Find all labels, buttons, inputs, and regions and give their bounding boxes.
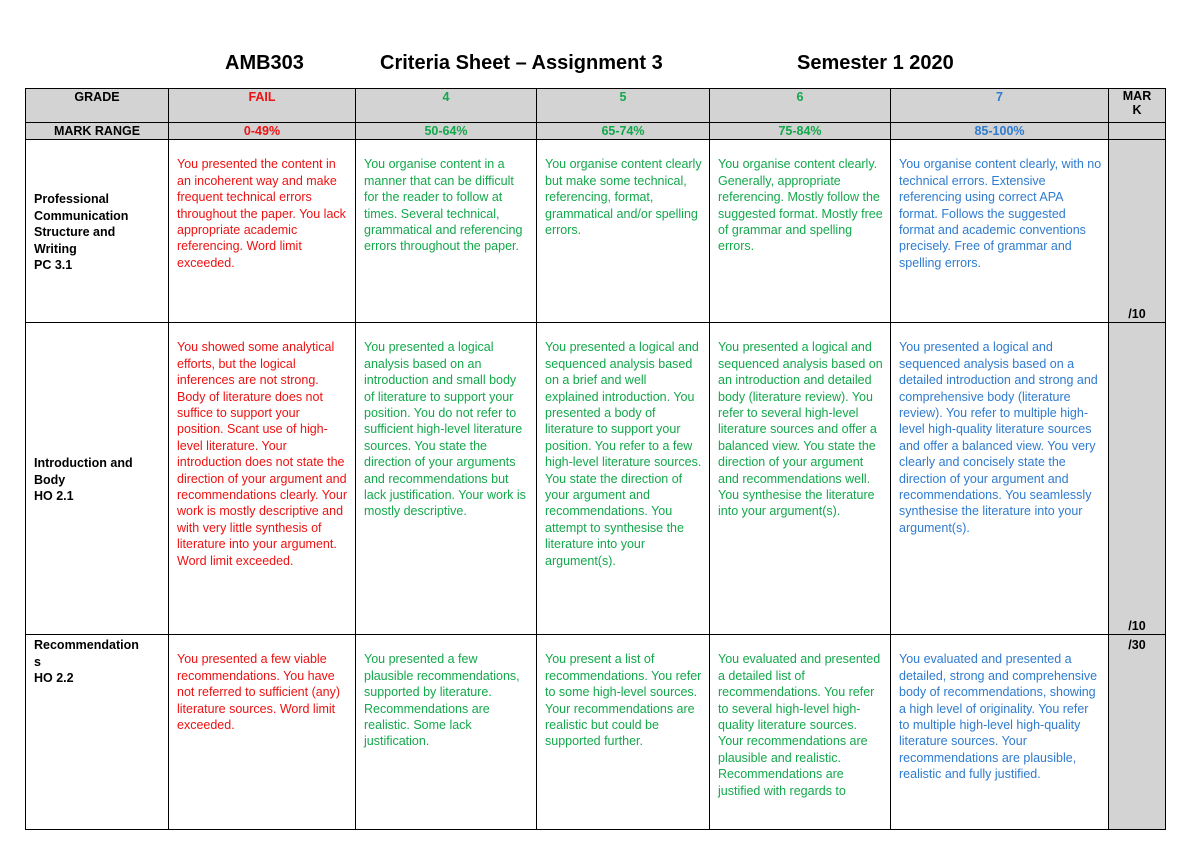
descriptor-6: You evaluated and presented a detailed list of recommendations. You refer to several high-level high-quality literature sources. Your recommendations are plausible and realistic. Recommendations are justified with regards to xyxy=(710,635,891,830)
range-7: 85-100% xyxy=(891,123,1109,140)
descriptor-5: You present a list of recommendations. You refer to some high-level sources. Your recommendations are realistic but could be supported further. xyxy=(537,635,710,830)
criterion-row-introduction xyxy=(26,323,1166,635)
mark-value: /30 xyxy=(1128,638,1146,653)
range-5: 65-74% xyxy=(537,123,710,140)
criterion-line: Professional xyxy=(34,192,110,207)
criterion-line: Recommendation xyxy=(34,638,139,653)
mark-col-label: MAR K xyxy=(1109,89,1166,123)
grade-header-row xyxy=(26,89,1166,123)
mark-cell xyxy=(1109,635,1166,830)
criterion-line: Introduction and xyxy=(34,456,133,471)
descriptor-7: You organise content clearly, with no technical errors. Extensive referencing using correct APA format. Follows the suggested format and academic conventions precisely. Free of grammar and spelling errors. xyxy=(891,140,1109,323)
criterion-line: Writing xyxy=(34,241,77,256)
mark-value: /10 xyxy=(1128,307,1146,321)
grade-4: 4 xyxy=(356,89,537,123)
document-title-row xyxy=(0,52,1200,78)
descriptor-fail: You presented the content in an incoherent way and make frequent technical errors throughout the paper. You lack appropriate academic referencing. Word limit exceeded. xyxy=(169,140,356,323)
criterion-line: Body xyxy=(34,472,66,487)
descriptor-7: You evaluated and presented a detailed, strong and comprehensive body of recommendations, showing a high level of originality. You refer to multiple high-level high-quality literature sources. Your recommendations are plausible, realistic and fully justified. xyxy=(891,635,1109,830)
grade-5: 5 xyxy=(537,89,710,123)
mark-range-row xyxy=(26,123,1166,140)
mark-cell xyxy=(1109,323,1166,635)
descriptor-4: You presented a few plausible recommendations, supported by literature. Recommendations are realistic. Some lack justification. xyxy=(356,635,537,830)
criterion-line: Communication xyxy=(34,208,129,223)
criterion-label xyxy=(26,323,169,635)
criterion-label xyxy=(26,635,169,830)
grade-6: 6 xyxy=(710,89,891,123)
range-6: 75-84% xyxy=(710,123,891,140)
range-mark-blank xyxy=(1109,123,1166,140)
criterion-line: Structure and xyxy=(34,225,116,240)
criterion-row-recommendations xyxy=(26,635,1166,830)
grade-7: 7 xyxy=(891,89,1109,123)
descriptor-fail: You presented a few viable recommendations. You have not referred to sufficient (any) literature sources. Word limit exceeded. xyxy=(169,635,356,830)
descriptor-7: You presented a logical and sequenced analysis based on a detailed introduction and strong and comprehensive body (literature review). You refer to multiple high-level high-quality literature sources and offer a balanced view. You very clearly and concisely state the direction of your argument and recommendations. You seamlessly synthesise the literature into your argument(s). xyxy=(891,323,1109,635)
grade-fail: FAIL xyxy=(169,89,356,123)
criterion-label xyxy=(26,140,169,323)
criterion-line: HO 2.1 xyxy=(34,489,74,504)
criterion-line: HO 2.2 xyxy=(34,671,74,686)
descriptor-5: You organise content clearly but make some technical, referencing, format, grammatical and/or spelling errors. xyxy=(537,140,710,323)
descriptor-4: You organise content in a manner that can be difficult for the reader to follow at times. Several technical, grammatical and referencing errors throughout the paper. xyxy=(356,140,537,323)
descriptor-6: You presented a logical and sequenced analysis based on an introduction and detailed body (literature review). You refer to several high-level literature sources and offer a balanced view. You state the direction of your argument and recommendations well. You synthesise the literature into your argument(s). xyxy=(710,323,891,635)
criterion-line: PC 3.1 xyxy=(34,258,73,273)
semester-label: Semester 1 2020 xyxy=(797,52,954,74)
mark-cell xyxy=(1109,140,1166,323)
course-code: AMB303 xyxy=(225,52,304,74)
range-4: 50-64% xyxy=(356,123,537,140)
sheet-title: Criteria Sheet – Assignment 3 xyxy=(380,52,663,74)
grade-label: GRADE xyxy=(26,89,169,123)
mark-value: /10 xyxy=(1128,619,1146,633)
descriptor-5: You presented a logical and sequenced analysis based on a brief and well explained introduction. You presented a body of literature to support your position. You refer to a few high-level literature sources. You state the direction of your argument and recommendations. You attempt to synthesise the literature into your argument(s). xyxy=(537,323,710,635)
criterion-row-communication xyxy=(26,140,1166,323)
mark-range-label: MARK RANGE xyxy=(26,123,169,140)
descriptor-6: You organise content clearly. Generally, appropriate referencing. Mostly follow the suggested format. Mostly free of grammar and spelling errors. xyxy=(710,140,891,323)
range-fail: 0-49% xyxy=(169,123,356,140)
descriptor-4: You presented a logical analysis based on an introduction and small body of literature to support your position. You do not refer to sufficient high-level literature sources. You state the direction of your arguments and recommendations but lack justification. Your work is mostly descriptive. xyxy=(356,323,537,635)
criteria-table xyxy=(25,88,1166,830)
descriptor-fail: You showed some analytical efforts, but the logical inferences are not strong. Body of literature does not suffice to support your position. Scant use of high-level literature. Your introduction does not state the direction of your argument and recommendations clearly. Your work is mostly descriptive and with very little synthesis of literature into your argument. Word limit exceeded. xyxy=(169,323,356,635)
criterion-line: s xyxy=(34,654,41,669)
